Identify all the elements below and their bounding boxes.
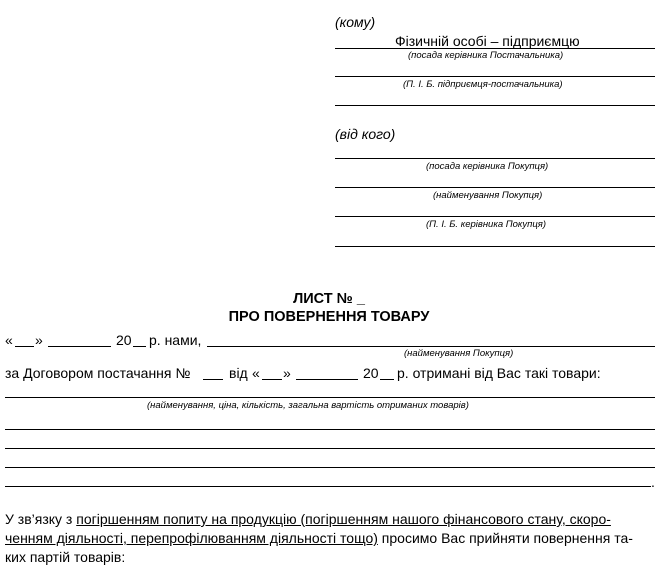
date-month-blank[interactable]	[48, 346, 111, 347]
goods-line-2[interactable]	[5, 429, 655, 430]
buyer-name-hint: (найменування Покупця)	[404, 348, 514, 359]
sender-label: (від кого)	[335, 126, 396, 142]
contract-date-open-quote: «	[252, 365, 260, 381]
goods-line-4[interactable]	[5, 467, 655, 468]
contract-text: за Договором постачання №	[5, 365, 191, 381]
date-year-suffix: р. нами,	[149, 332, 202, 348]
sender-position-hint: (посада керівника Покупця)	[426, 161, 549, 172]
buyer-name-blank[interactable]	[207, 346, 655, 347]
recipient-line-3[interactable]	[335, 105, 655, 106]
date-open-quote: «	[5, 332, 13, 348]
recipient-line-2[interactable]	[335, 76, 655, 77]
recipient-name-hint: (П. І. Б. підприємця-постачальника)	[403, 79, 563, 90]
sender-name-hint: (П. І. Б. керівника Покупця)	[426, 219, 547, 230]
contract-year-blank[interactable]	[380, 379, 394, 380]
date-year-prefix: 20	[116, 332, 132, 348]
paragraph-line-2	[5, 530, 633, 546]
goods-line-3[interactable]	[5, 448, 655, 449]
sender-line-4[interactable]	[335, 246, 655, 247]
contract-number-blank[interactable]	[203, 379, 223, 380]
letter-title	[0, 291, 658, 325]
recipient-value: Фізичній особі – підприємцю	[395, 33, 580, 49]
contract-from: від	[229, 365, 248, 381]
sender-line-3[interactable]	[335, 216, 655, 217]
contract-end-text: р. отримані від Вас такі товари:	[397, 365, 601, 381]
contract-year-prefix: 20	[363, 365, 379, 381]
goods-line-5[interactable]	[5, 486, 651, 487]
sender-org-hint: (найменування Покупця)	[433, 190, 543, 201]
letter-title-subject: ПРО ПОВЕРНЕННЯ ТОВАРУ	[228, 309, 430, 325]
date-year-blank[interactable]	[133, 346, 146, 347]
goods-end-dot: .	[651, 474, 655, 490]
sender-line-2[interactable]	[335, 187, 655, 188]
paragraph-request-1: просимо Вас прийняти повернення та-	[381, 530, 633, 546]
date-day-blank[interactable]	[15, 346, 34, 347]
contract-day-blank[interactable]	[262, 379, 282, 380]
paragraph-reason-2: ченням діяльності, перепрофілюванням діяльності тощо)	[5, 530, 378, 546]
letter-title-number: ЛИСТ № _	[293, 291, 365, 307]
recipient-label: (кому)	[335, 14, 376, 30]
paragraph-reason-1: погіршенням попиту на продукцію (погіршенням нашого фінансового стану, скоро-	[76, 511, 611, 527]
recipient-position-hint: (посада керівника Постачальника)	[408, 50, 564, 61]
goods-hint: (найменування, ціна, кількість, загальна вартість отриманих товарів)	[147, 400, 469, 411]
date-close-quote: »	[35, 332, 43, 348]
paragraph-start: У зв’язку з	[5, 511, 73, 527]
recipient-line-1[interactable]	[335, 48, 655, 49]
contract-month-blank[interactable]	[296, 379, 358, 380]
paragraph-line-3: ких партій товарів:	[5, 549, 126, 565]
sender-line-1[interactable]	[335, 158, 655, 159]
paragraph-line-1	[5, 511, 611, 527]
contract-date-close-quote: »	[283, 365, 291, 381]
goods-line-1[interactable]	[5, 397, 655, 398]
